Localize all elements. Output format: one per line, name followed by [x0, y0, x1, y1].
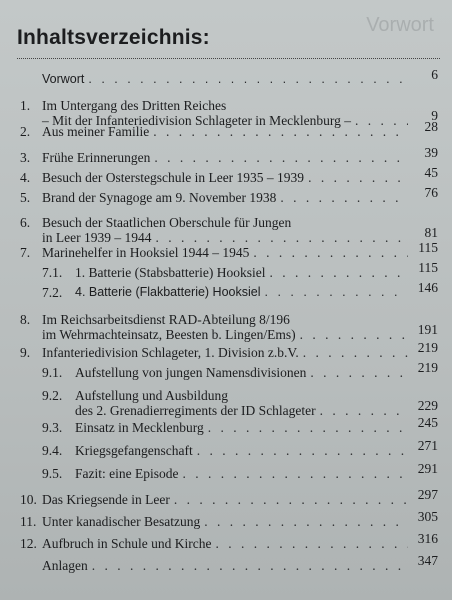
toc-entry-number: 9. [20, 345, 31, 360]
dot-leader [204, 514, 408, 529]
toc-page-number: 297 [417, 487, 438, 502]
toc-entry-number: 8. [20, 312, 31, 327]
toc-entry-number: 9.4. [42, 443, 63, 458]
toc-page-number: 291 [417, 461, 438, 476]
toc-entry-title: Das Kriegsende in Leer [42, 492, 170, 507]
toc-entry-number: 3. [20, 150, 31, 165]
toc-page-number: 191 [417, 322, 438, 337]
toc-entry-number: 7.1. [42, 265, 63, 280]
show-through-text: Vorwort [366, 14, 434, 36]
toc-page-number: 219 [417, 360, 438, 375]
toc-entry-number: 7. [20, 245, 31, 260]
toc-page-number: 316 [417, 531, 438, 546]
toc-page-number: 6 [431, 67, 438, 82]
toc-page-number: 229 [417, 398, 438, 413]
dot-leader [154, 150, 408, 165]
toc-entry-title: Im Untergang des Dritten Reiches [42, 98, 227, 113]
toc-entry-title: Infanteriedivision Schlageter, 1. Division z.b.V. [42, 345, 299, 360]
toc-entry-number: 6. [20, 215, 31, 230]
toc-page-number: 305 [417, 509, 438, 524]
toc-page-number: 271 [417, 438, 438, 453]
toc-entry-title: Kriegsgefangenschaft [75, 443, 193, 458]
dot-leader [308, 170, 408, 185]
toc-entry-title: Besuch der Staatlichen Oberschule für Jungen [42, 215, 292, 230]
toc-entry-title: 1. Batterie (Stabsbatterie) Hooksiel [75, 265, 266, 280]
toc-page-number: 45 [424, 165, 438, 180]
toc-entry-number: 10. [20, 492, 37, 507]
toc-entry-title: Besuch der Osterstegschule in Leer 1935 – 1939 [42, 170, 305, 185]
dot-leader [197, 443, 408, 458]
toc-entry-title: im Wehrmachteinsatz, Beesten b. Lingen/Ems) [42, 327, 296, 342]
toc-entry-title: Einsatz in Mecklenburg [75, 420, 204, 435]
toc-entry-title: – Mit der Infanteriedivision Schlageter in Mecklenburg – [42, 113, 352, 128]
toc-entry-title: Aus meiner Familie [42, 124, 150, 139]
toc-entry-title: Aufstellung von jungen Namensdivisionen [75, 365, 307, 380]
toc-entry-number: 9.5. [42, 466, 63, 481]
dot-leader [174, 492, 408, 507]
toc-page-number: 28 [424, 119, 438, 134]
dot-leader [300, 327, 408, 342]
toc-entry-title: des 2. Grenadierregiments der ID Schlageter [75, 403, 316, 418]
dot-leader [88, 72, 408, 87]
toc-entry-number: 1. [20, 98, 31, 113]
toc-page-number: 347 [417, 553, 438, 568]
dot-leader [303, 345, 408, 360]
toc-entry-number: 5. [20, 190, 31, 205]
dot-leader [208, 420, 408, 435]
toc-entry-number: 4. [20, 170, 31, 185]
toc-entry-number: 2. [20, 124, 31, 139]
toc-entry-title: Frühe Erinnerungen [42, 150, 151, 165]
page-title: Inhaltsverzeichnis: [17, 26, 210, 49]
toc-entry-title: 4. Batterie (Flakbatterie) Hooksiel [75, 285, 261, 299]
dot-leader [269, 265, 408, 280]
toc-entry-title: Aufstellung und Ausbildung [75, 388, 229, 403]
toc-page-number: 219 [417, 340, 438, 355]
toc-page-number: 9 [431, 108, 438, 123]
toc-page-number: 76 [424, 185, 438, 200]
dot-leader [280, 190, 408, 205]
toc-entry-title: Fazit: eine Episode [75, 466, 179, 481]
dot-leader [265, 285, 409, 300]
dot-leader [182, 466, 408, 481]
toc-entry-title: Brand der Synagoge am 9. November 1938 [42, 190, 277, 205]
toc-entry-number: 11. [20, 514, 37, 529]
toc-entry-title: Aufbruch in Schule und Kirche [42, 536, 212, 551]
dot-leader [310, 365, 408, 380]
toc-page-number: 146 [417, 280, 438, 295]
toc-page-number: 245 [417, 415, 438, 430]
toc-entry-title: Vorwort [42, 72, 85, 86]
toc-entry-title: in Leer 1939 – 1944 [42, 230, 152, 245]
toc-entry-title: Marinehelfer in Hooksiel 1944 – 1945 [42, 245, 250, 260]
dot-leader [320, 403, 408, 418]
dot-leader [215, 536, 408, 551]
toc-page-number: 115 [418, 240, 438, 255]
toc-entry-title: Im Reichsarbeitsdienst RAD-Abteilung 8/196 [42, 312, 290, 327]
toc-page-number: 39 [424, 145, 438, 160]
toc-entry-number: 9.3. [42, 420, 63, 435]
toc-entry-number: 9.1. [42, 365, 63, 380]
dot-leader [153, 124, 408, 139]
dot-leader [253, 245, 408, 260]
toc-entry-title: Anlagen [42, 558, 88, 573]
toc-page-number: 81 [424, 225, 438, 240]
toc-page-number: 115 [418, 260, 438, 275]
toc-entry-title: Unter kanadischer Besatzung [42, 514, 201, 529]
dot-leader [155, 230, 408, 245]
toc-entry-number: 7.2. [42, 285, 63, 300]
dot-leader [92, 558, 408, 573]
toc-entry-number: 9.2. [42, 388, 63, 403]
toc-entry-number: 12. [20, 536, 37, 551]
